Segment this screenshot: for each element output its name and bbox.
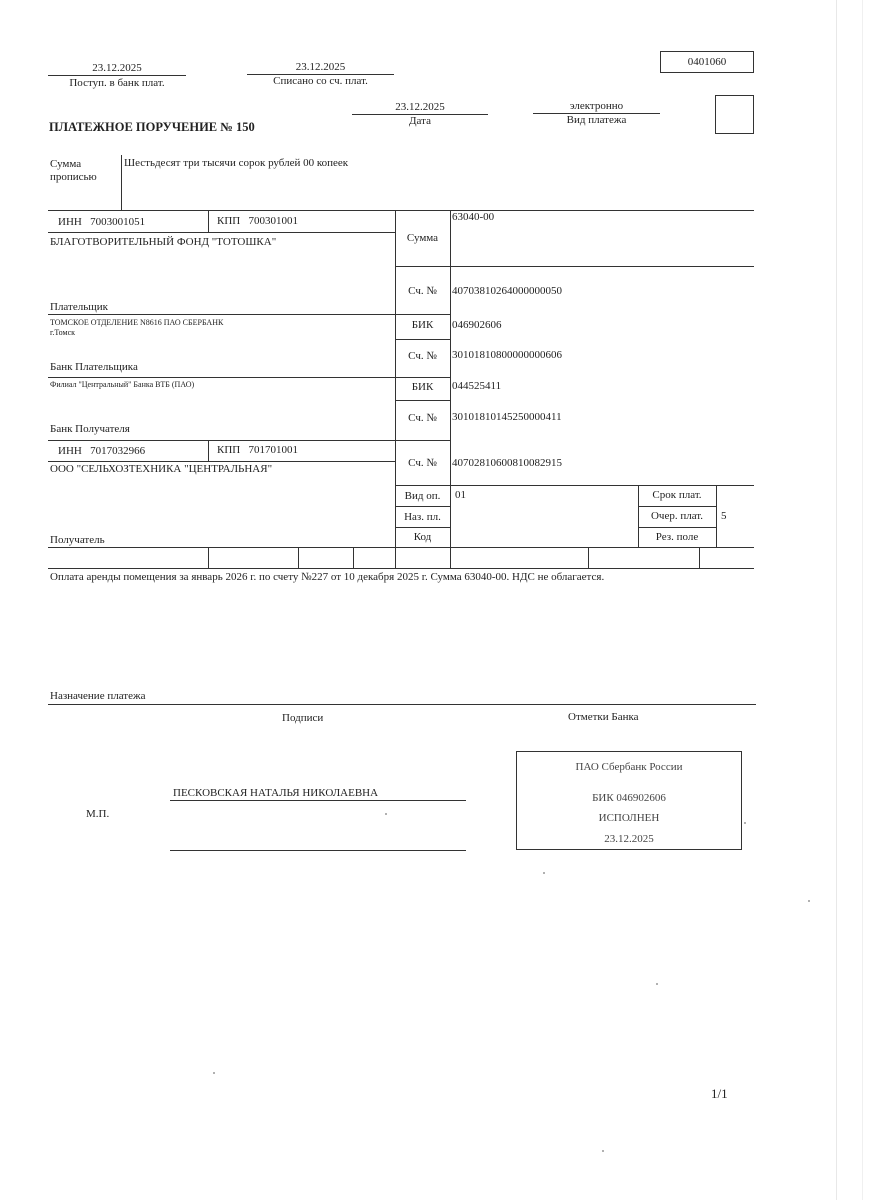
payer-account-label: Сч. № [408, 285, 437, 297]
grid-line [395, 527, 450, 528]
purpose-label: Назначение платежа [50, 690, 146, 702]
amount-words-text: Шестьдесят три тысячи сорок рублей 00 копеек [124, 157, 349, 169]
payer-bank-bik: 046902606 [452, 319, 502, 331]
grid-line [395, 339, 450, 340]
grid-line [395, 266, 754, 267]
payee-inn [58, 445, 145, 457]
debited-date: 23.12.2025 [295, 61, 346, 73]
reserve-label: Рез. поле [655, 531, 699, 543]
stamp-bank: ПАО Сбербанк России [575, 761, 683, 773]
purpose-code-label: Наз. пл. [404, 511, 441, 523]
payer-bank-label: Банк Плательщика [50, 361, 138, 373]
page-number: 1/1 [711, 1086, 728, 1101]
payer-bank-city: г.Томск [50, 328, 76, 337]
code-label: Код [413, 531, 432, 543]
payee-name: ООО "СЕЛЬХОЗТЕХНИКА "ЦЕНТРАЛЬНАЯ" [50, 463, 273, 475]
grid-line [48, 314, 450, 315]
order-date-label: Дата [409, 115, 431, 127]
payee-inn-value: 7017032966 [90, 445, 146, 457]
scan-speck [602, 1150, 604, 1152]
grid-line [208, 440, 209, 461]
grid-line [638, 527, 716, 528]
priority-value: 5 [721, 510, 727, 522]
payee-bank-bik-label: БИК [411, 381, 434, 393]
payee-account: 40702810600810082915 [452, 457, 562, 469]
received-label: Поступ. в банк плат. [69, 77, 165, 89]
amount-label: Сумма [406, 232, 439, 244]
grid-line [450, 210, 451, 568]
payer-kpp-value: 700301001 [248, 215, 298, 227]
grid-line [638, 506, 716, 507]
grid-line [48, 461, 395, 462]
signature-line-2 [170, 850, 466, 851]
amount-words-label-2: прописью [50, 171, 97, 183]
signer-name: ПЕСКОВСКАЯ НАТАЛЬЯ НИКОЛАЕВНА [173, 787, 379, 799]
bank-stamp [516, 751, 742, 850]
payee-bank-account: 30101810145250000411 [452, 411, 562, 423]
stamp-bik: БИК 046902606 [592, 792, 666, 804]
payee-kpp-value: 701701001 [248, 444, 298, 456]
payer-bank-name: ТОМСКОЕ ОТДЕЛЕНИЕ N8616 ПАО СБЕРБАНК [50, 318, 224, 327]
amount-value: 63040-00 [452, 211, 495, 223]
scan-speck [213, 1072, 215, 1074]
form-code: 0401060 [660, 51, 754, 73]
payer-kpp-label: КПП [217, 215, 241, 227]
payee-bank-label: Банк Получателя [50, 423, 130, 435]
stamp-date: 23.12.2025 [604, 833, 654, 845]
payer-inn-value: 7003001051 [90, 216, 146, 228]
order-title: ПЛАТЕЖНОЕ ПОРУЧЕНИЕ № 150 [49, 120, 255, 134]
grid-line [48, 210, 754, 211]
status-box [715, 95, 754, 134]
amount-words-label-1: Сумма [50, 158, 82, 170]
payer-bank-bik-label: БИК [411, 319, 434, 331]
grid-line [48, 568, 754, 569]
signature-line-1 [170, 800, 466, 801]
payee-bank-account-label: Сч. № [408, 412, 437, 424]
payee-kpp-label: КПП [217, 444, 241, 456]
payment-type-label: Вид платежа [566, 114, 627, 126]
order-date: 23.12.2025 [395, 101, 445, 113]
grid-line [699, 547, 700, 568]
op-type-label: Вид оп. [404, 490, 441, 502]
payee-kpp [217, 444, 298, 456]
grid-line [395, 485, 754, 486]
scan-speck [543, 872, 545, 874]
debited-label: Списано со сч. плат. [273, 75, 368, 87]
amount-words-divider [121, 155, 122, 211]
grid-line [395, 506, 450, 507]
due-label: Срок плат. [652, 489, 702, 501]
payer-inn [58, 216, 145, 228]
payer-kpp [217, 215, 298, 227]
received-date-underline [48, 75, 186, 76]
payer-inn-label: ИНН [58, 216, 82, 228]
grid-line [48, 232, 395, 233]
payer-account: 40703810264000000050 [452, 285, 562, 297]
op-type-value: 01 [455, 489, 466, 501]
payer-bank-account: 30101810800000000606 [452, 349, 562, 361]
grid-line [208, 547, 209, 568]
grid-line [395, 400, 450, 401]
payer-name: БЛАГОТВОРИТЕЛЬНЫЙ ФОНД "ТОТОШКА" [50, 236, 277, 248]
scan-edge [862, 0, 863, 1200]
grid-line [48, 547, 754, 548]
scan-speck [385, 813, 387, 815]
scan-speck [656, 983, 658, 985]
payee-inn-label: ИНН [58, 445, 82, 457]
grid-line [48, 377, 450, 378]
grid-line [716, 485, 717, 547]
purpose-text: Оплата аренды помещения за январь 2026 г. по счету №227 от 10 декабря 2025 г. Сумма 63040-00. НДС не облагается. [50, 571, 605, 583]
payee-label: Получатель [50, 534, 105, 546]
grid-line [588, 547, 589, 568]
payee-bank-bik: 044525411 [452, 380, 502, 392]
payee-account-label: Сч. № [408, 457, 437, 469]
scan-speck [744, 822, 746, 824]
scan-speck [808, 900, 810, 902]
signatures-label: Подписи [282, 712, 324, 724]
scan-edge [836, 0, 837, 1200]
priority-label: Очер. плат. [650, 510, 704, 522]
purpose-underline [48, 704, 756, 705]
stamp-place-label: М.П. [86, 808, 110, 820]
stamp-status: ИСПОЛНЕН [598, 812, 660, 824]
grid-line [353, 547, 354, 568]
payer-label: Плательщик [50, 301, 108, 313]
payee-bank-name: Филиал "Центральный" Банка ВТБ (ПАО) [50, 380, 195, 389]
payment-type: электронно [569, 100, 624, 112]
grid-line [48, 440, 450, 441]
grid-line [208, 210, 209, 232]
bank-marks-label: Отметки Банка [568, 711, 639, 723]
grid-line [298, 547, 299, 568]
received-date: 23.12.2025 [92, 62, 142, 74]
payer-bank-account-label: Сч. № [408, 350, 437, 362]
